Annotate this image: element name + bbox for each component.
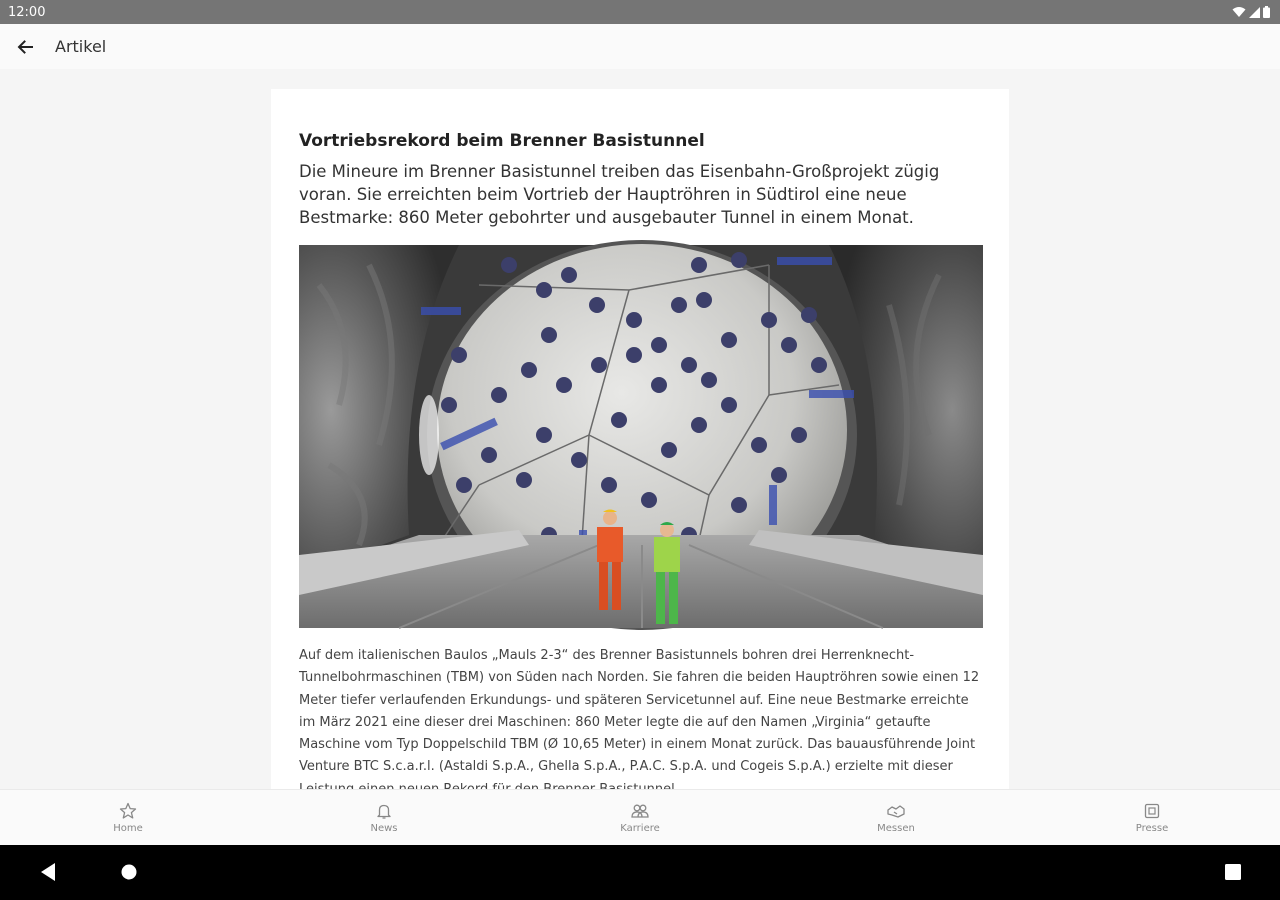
nav-label-news: News [370, 822, 398, 834]
press-icon [1143, 802, 1161, 820]
star-icon [119, 802, 137, 820]
system-navigation-bar [0, 845, 1280, 900]
back-triangle-icon[interactable] [40, 862, 56, 882]
battery-icon [1263, 6, 1270, 18]
article-scroll-area[interactable] [0, 69, 1280, 789]
nav-item-messen[interactable] [768, 790, 1024, 845]
article-image [299, 245, 983, 628]
nav-label-presse: Presse [1135, 822, 1169, 834]
handshake-icon [886, 802, 906, 820]
arrow-left-icon [17, 40, 33, 54]
status-icons [1232, 6, 1270, 18]
article-title: Vortriebsrekord beim Brenner Basistunnel [299, 131, 705, 151]
app-bar [0, 24, 1280, 69]
article-card [271, 89, 1009, 829]
nav-label-messen: Messen [877, 822, 915, 834]
home-circle-icon[interactable] [120, 862, 138, 882]
wifi-icon [1232, 6, 1246, 18]
back-button[interactable] [0, 24, 50, 69]
nav-item-presse[interactable] [1024, 790, 1280, 845]
status-bar [0, 0, 1280, 24]
status-time: 12:00 [8, 4, 46, 20]
recents-square-icon[interactable] [1224, 862, 1242, 882]
nav-item-karriere[interactable] [512, 790, 768, 845]
bell-icon [375, 802, 393, 820]
article-body: Auf dem italienischen Baulos „Mauls 2-3“ des Brenner Basistunnels bohren drei Herrenknecht-Tunnelbohrmaschinen (TBM) von Süden nach Norden. Sie fahren die beiden Hauptröhren sowie einen 12 Meter tiefer verlaufenden Erkundungs- und späteren Servicetunnel auf. Eine neue Bestmarke erreichte im März 2021 eine dieser drei Maschinen: 860 Meter legte die auf den Namen „Virginia“ getaufte Maschine vom Typ Doppelschild TBM (Ø 10,65 Meter) in einem Monat zurück. Das bauausführende Joint Venture BTC S.c.a.r.l. (Astaldi S.p.A., Ghella S.p.A., P.A.C. S.p.A. und Cogeis S.p.A.) erzielte mit dieser [299, 648, 980, 775]
nav-label-home: Home [113, 822, 143, 834]
article-lead: Die Mineure im Brenner Basistunnel treiben das Eisenbahn-Großprojekt zügig voran. Sie erreichten beim Vortrieb der Hauptröhren in Südtirol eine neue Bestmarke: 860 Meter gebohrter und ausgebauter Tunnel in einem Monat. [299, 162, 940, 227]
nav-item-news[interactable] [256, 790, 512, 845]
nav-item-home[interactable] [0, 790, 256, 845]
bottom-navigation [0, 789, 1280, 845]
signal-icon [1249, 7, 1260, 18]
people-icon [630, 802, 650, 820]
nav-label-karriere: Karriere [620, 822, 660, 834]
page-title: Artikel [55, 37, 107, 56]
